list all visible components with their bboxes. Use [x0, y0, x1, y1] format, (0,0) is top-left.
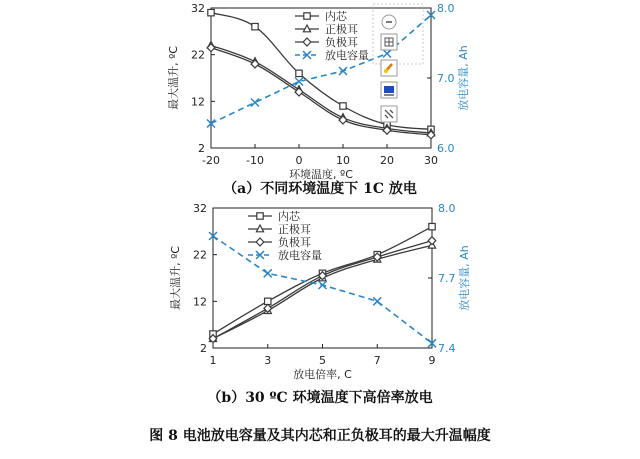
y2-tick-label: 7.0 — [437, 72, 455, 85]
data-point-x — [383, 50, 391, 58]
figure-caption: 图 8 电池放电容量及其内芯和正负极耳的最大升温幅度 — [149, 428, 491, 444]
data-point-diamond — [339, 116, 347, 124]
data-point-square — [296, 70, 302, 76]
x-tick-label: 5 — [319, 354, 326, 367]
series-line — [213, 241, 432, 339]
legend-label: 内芯 — [325, 10, 347, 23]
data-point-x — [319, 281, 327, 289]
data-point-diamond — [428, 237, 436, 245]
panel-subtitle: （b）30 ºC 环境温度下高倍率放电 — [207, 390, 433, 406]
legend-marker-square — [257, 213, 263, 219]
x-tick-label: -10 — [246, 154, 264, 167]
data-point-x — [251, 99, 259, 107]
data-point-square — [340, 103, 346, 109]
data-point-diamond — [295, 88, 303, 96]
legend — [295, 9, 369, 62]
data-point-x — [373, 297, 381, 305]
series-line-capacity — [213, 236, 432, 343]
series-x — [207, 11, 435, 128]
legend-marker-square — [304, 13, 310, 19]
chart-style-icon[interactable] — [381, 82, 397, 98]
data-point-square — [252, 23, 258, 29]
x-tick-label: -20 — [202, 154, 220, 167]
chart-style-icon-glyph — [384, 86, 394, 93]
legend-label: 正极耳 — [278, 223, 311, 236]
series-triangle — [207, 41, 434, 136]
y-tick-label: 12 — [193, 295, 207, 309]
chart-toolbar — [373, 4, 423, 122]
y2-tick-label: 8.0 — [437, 2, 455, 15]
legend-label: 内芯 — [278, 210, 300, 223]
y2-axis-label: 放电容量, Ah — [457, 45, 470, 111]
y2-tick-label: 6.0 — [437, 142, 455, 155]
y-axis-label: 最大温升, ºC — [169, 246, 182, 310]
x-tick-label: 3 — [264, 354, 272, 367]
y2-axis-label: 放电容量, Ah — [458, 245, 471, 311]
legend-label: 负极耳 — [325, 36, 358, 49]
x-tick-label: 1 — [209, 354, 217, 367]
legend-label: 放电容量 — [325, 49, 369, 62]
legend — [248, 209, 322, 262]
y-tick-label: 22 — [193, 248, 207, 262]
series-triangle — [209, 241, 435, 341]
x-tick-label: 20 — [380, 154, 394, 167]
legend-label: 负极耳 — [278, 236, 311, 249]
brush-icon[interactable] — [381, 60, 397, 76]
series-square — [208, 9, 434, 132]
y-tick-label: 12 — [191, 95, 205, 109]
data-point-square — [429, 223, 435, 229]
layout-icon[interactable] — [381, 34, 397, 50]
y-tick-label: 32 — [193, 202, 207, 215]
legend-label: 正极耳 — [325, 23, 358, 36]
chart-panel-a — [166, 2, 470, 197]
data-point-diamond — [251, 60, 259, 68]
series-line — [211, 13, 431, 130]
brush-icon-tip — [384, 69, 388, 73]
y2-tick-label: 7.7 — [438, 272, 456, 285]
filter-icon[interactable] — [381, 106, 397, 122]
y-tick-label: 2 — [198, 142, 205, 155]
y-tick-label: 2 — [200, 342, 207, 355]
legend-marker-diamond — [256, 238, 264, 246]
data-point-diamond — [207, 44, 215, 52]
data-point-square — [208, 9, 214, 15]
minus-icon[interactable] — [382, 15, 396, 29]
y2-tick-label: 7.4 — [438, 342, 456, 355]
x-tick-label: 0 — [295, 154, 303, 167]
x-tick-label: 10 — [336, 154, 350, 167]
x-axis-label: 放电倍率, C — [293, 368, 352, 381]
x-tick-label: 7 — [373, 354, 381, 367]
panel-subtitle: （a）不同环境温度下 1C 放电 — [223, 181, 417, 197]
y-tick-label: 22 — [191, 48, 205, 62]
y2-tick-label: 8.0 — [438, 202, 456, 215]
legend-label: 放电容量 — [278, 249, 322, 262]
y-tick-label: 32 — [191, 2, 205, 15]
x-tick-label: 9 — [428, 354, 436, 367]
data-point-x — [264, 269, 272, 277]
y-axis-label: 最大温升, ºC — [167, 46, 180, 110]
legend-marker-diamond — [303, 38, 311, 46]
x-tick-label: 30 — [424, 154, 438, 167]
chart-panel-b — [168, 202, 471, 406]
x-axis-label: 环境温度, ºC — [289, 168, 353, 181]
